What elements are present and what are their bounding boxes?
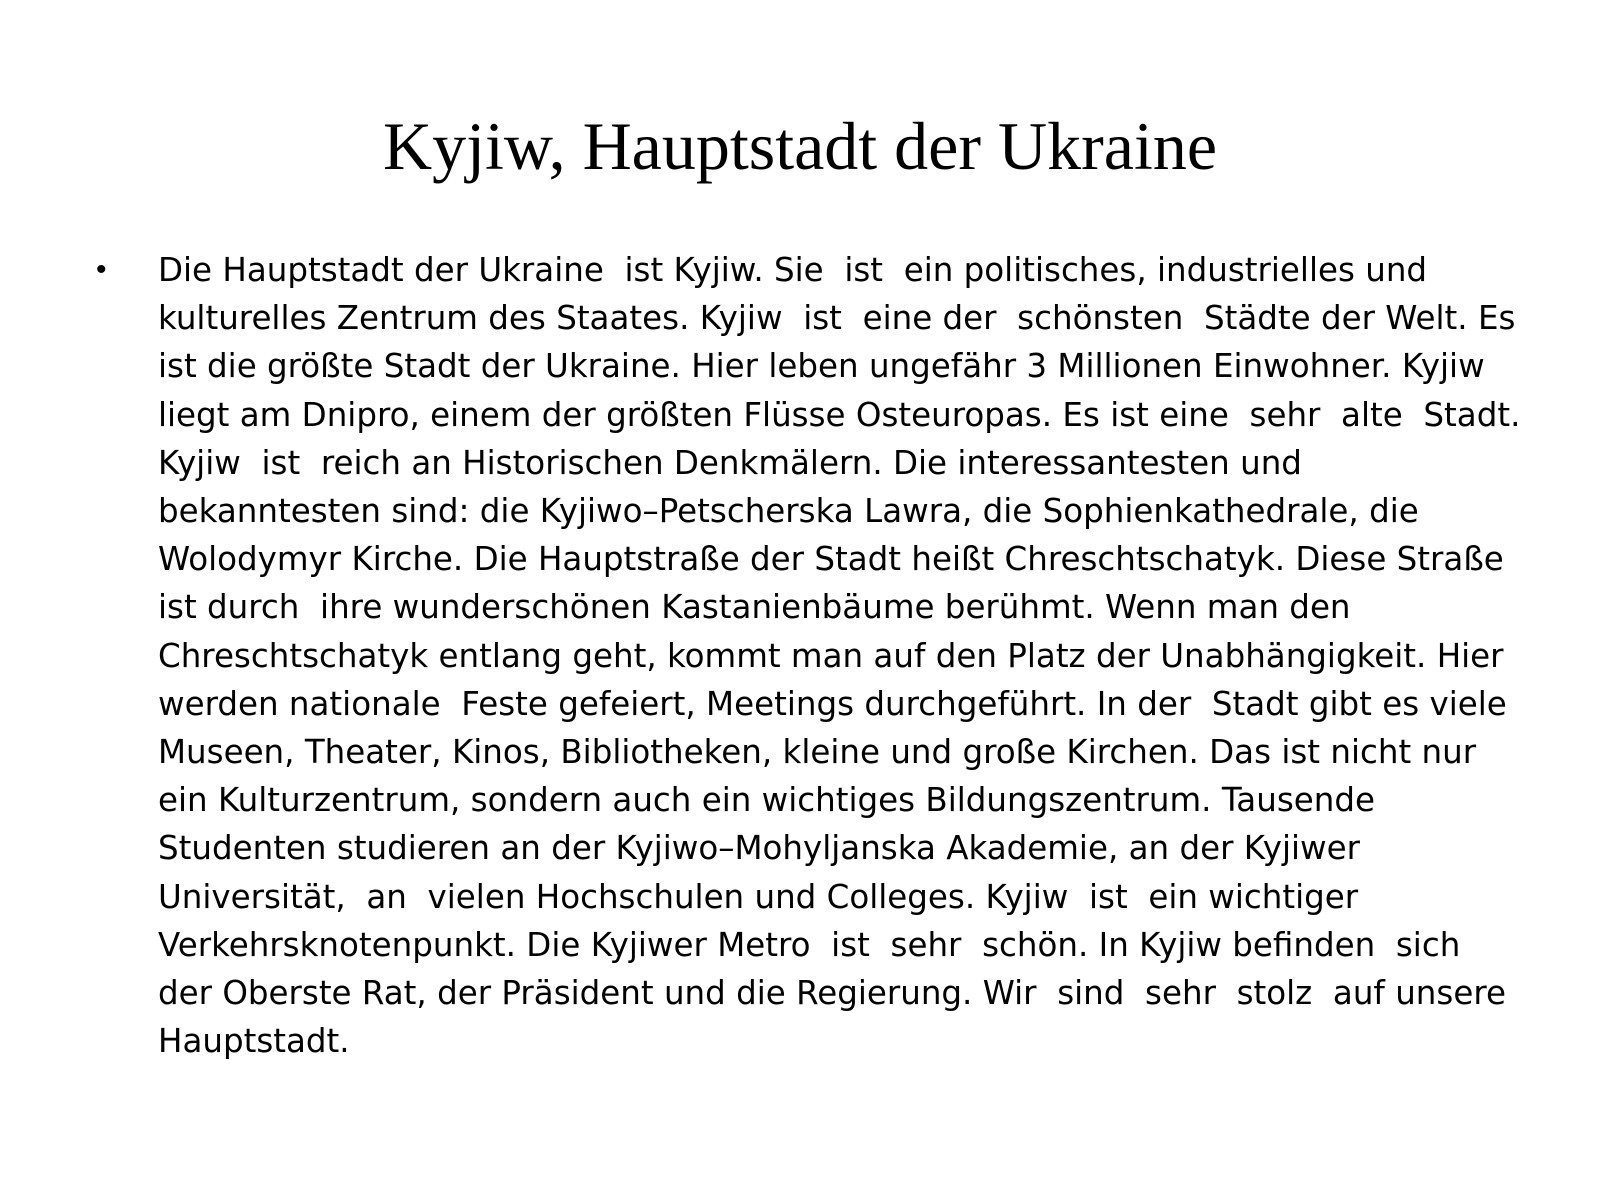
text-line: Verkehrsknotenpunkt. Die Kyjiwer Metro ist sehr schön. In Kyjiw befinden sich (158, 925, 1461, 964)
text-line: Wolodymyr Kirche. Die Hauptstraße der Stadt heißt Chreschtschatyk. Diese Straße (158, 540, 1504, 579)
text-line: kulturelles Zentrum des Staates. Kyjiw ist eine der schönsten Städte der Welt. Es (158, 299, 1516, 338)
text-line: Die Hauptstadt der Ukraine ist Kyjiw. Sie ist ein politisches, industrielles und (158, 251, 1428, 289)
bullet-item (96, 246, 1521, 1065)
text-line: Kyjiw ist reich an Historischen Denkmälern. Die interessantesten und (158, 443, 1302, 482)
bullet-marker: • (96, 253, 107, 286)
text-line: ein Kulturzentrum, sondern auch ein wichtiges Bildungszentrum. Tausende (158, 781, 1375, 820)
text-line: Universität, an vielen Hochschulen und Colleges. Kyjiw ist ein wichtiger (158, 877, 1359, 916)
text-line: Studenten studieren an der Kyjiwo–Mohyljanska Akademie, an der Kyjiwer (158, 829, 1360, 868)
bullet-text (158, 246, 1521, 1065)
text-line: Chreschtschatyk entlang geht, kommt man auf den Platz der Unabhängigkeit. Hier (158, 636, 1504, 675)
text-line: liegt am Dnipro, einem der größten Flüsse Osteuropas. Es ist eine sehr alte Stadt. (158, 395, 1521, 434)
text-line: ist die größte Stadt der Ukraine. Hier leben ungefähr 3 Millionen Einwohner. Kyjiw (158, 347, 1485, 386)
text-line: werden nationale Feste gefeiert, Meetings durchgeführt. In der Stadt gibt es viele (158, 684, 1507, 723)
text-line: ist durch ihre wunderschönen Kastanienbäume berühmt. Wenn man den (158, 588, 1351, 627)
slide-title: Kyjiw, Hauptstadt der Ukraine (382, 108, 1218, 184)
text-line: der Oberste Rat, der Präsident und die Regierung. Wir sind sehr stolz auf unsere (158, 974, 1506, 1013)
text-line: bekanntesten sind: die Kyjiwo–Petscherska Lawra, die Sophienkathedrale, die (158, 492, 1419, 531)
text-line: Hauptstadt. (158, 1022, 350, 1061)
text-line: Museen, Theater, Kinos, Bibliotheken, kleine und große Kirchen. Das ist nicht nur (158, 733, 1477, 772)
bullet-list (96, 246, 1521, 1065)
